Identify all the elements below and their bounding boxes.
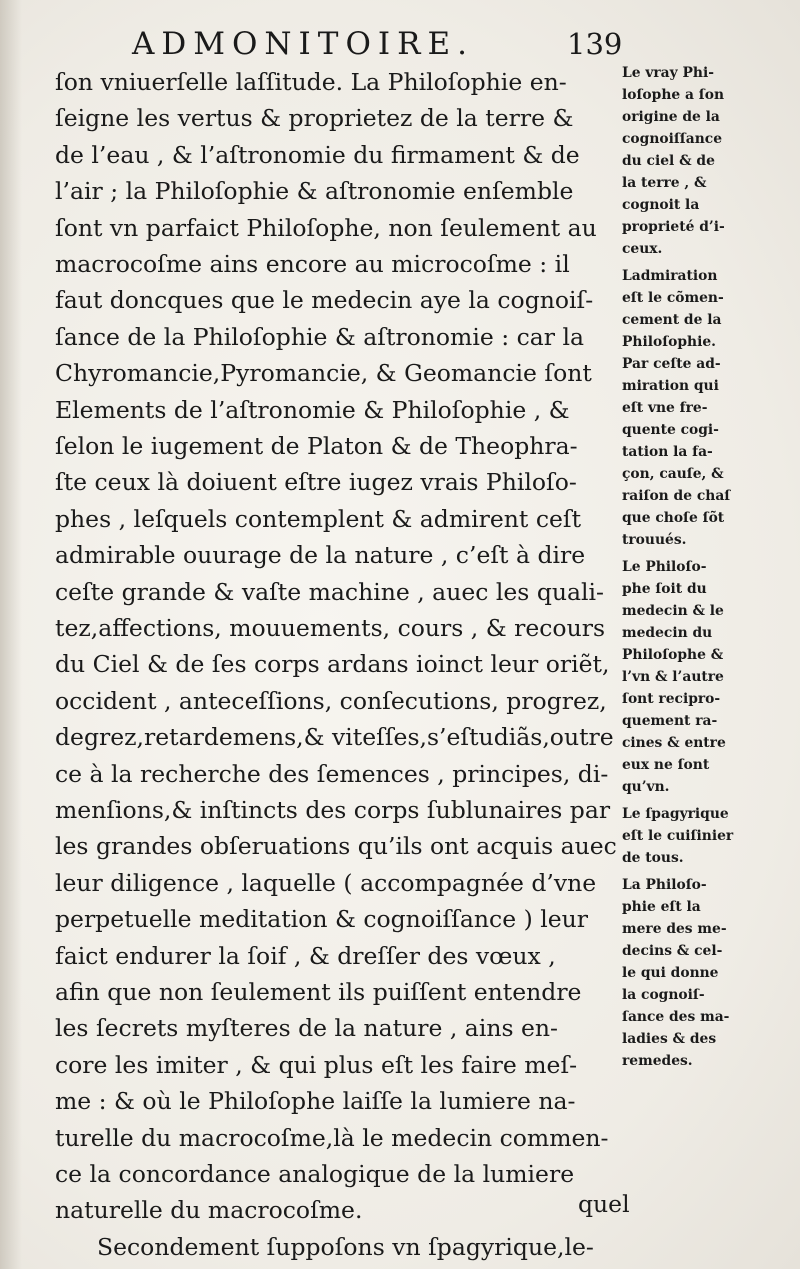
catchword: quel [578, 1190, 630, 1218]
margin-note-line: la terre , & [622, 175, 707, 191]
margin-note-line: ſance des ma- [622, 1009, 730, 1025]
text-line: ce à la recherche des ſemences , principes, di- [55, 759, 609, 788]
text-line: ſte ceux là doiuent eſtre iugez vrais Philoſo- [55, 468, 577, 497]
margin-note-line: Ladmiration [622, 268, 718, 284]
page-number: 139 [567, 27, 623, 61]
margin-note-line: qu’vn. [622, 779, 670, 795]
margin-note-line: medecin & le [622, 603, 724, 619]
margin-note-line: çon, cauſe, & [622, 466, 724, 482]
text-line: core les imiter , & qui plus eſt les faire meſ- [55, 1050, 578, 1079]
margin-note-line: Le vray Phi- [622, 65, 714, 81]
text-line: Elements de l’aſtronomie & Philoſophie , & [55, 395, 570, 424]
margin-note-line: le qui donne [622, 965, 719, 981]
margin-note-line: Philoſophe & [622, 647, 724, 663]
margin-note-line: mere des me- [622, 921, 727, 937]
text-line: de l’eau , & l’aſtronomie du firmament & de [55, 140, 580, 169]
text-line: macrocoſme ains encore au microcoſme : il [55, 250, 570, 278]
margin-note-line: ladies & des [622, 1031, 717, 1047]
text-line: du Ciel & de ſes corps ardans ioinct leur oriẽt, [55, 650, 610, 679]
margin-note-line: phe ſoit du [622, 581, 707, 597]
text-line: occident , anteceſſions, conſecutions, progrez, [55, 686, 607, 715]
margin-note-line: ceux. [622, 241, 663, 257]
margin-note-line: quement ra- [622, 713, 718, 729]
text-line: perpetuelle meditation & cognoiſſance ) leur [55, 905, 588, 934]
margin-note-line: Philoſophie. [622, 334, 716, 350]
text-line: l’air ; la Philoſophie & aſtronomie enſemble [55, 177, 574, 206]
text-line-paragraph-start: Secondement ſuppoſons vn ſpagyrique,le- [97, 1232, 594, 1261]
text-line: menſions,& inſtincts des corps ſublunaires par [55, 796, 611, 824]
margin-note-line: remedes. [622, 1053, 693, 1069]
text-line: ceſte grande & vaſte machine , auec les quali- [55, 577, 604, 606]
text-line: degrez,retardemens,& viteſſes,s’eſtudiãs,outre [55, 723, 614, 752]
margin-note-line: La Philoſo- [622, 877, 707, 893]
margin-note-line: ſont recipro- [622, 691, 721, 707]
text-line: ſance de la Philoſophie & aſtronomie : car la [55, 322, 585, 351]
margin-note-line: cognoit la [622, 197, 700, 213]
margin-note-line: origine de la [622, 109, 720, 125]
text-line: turelle du macrocoſme,là le medecin commen- [55, 1123, 609, 1152]
margin-note-line: l’vn & l’autre [622, 669, 724, 685]
text-line: ſont vn parfaict Philoſophe, non ſeulement au [55, 213, 597, 242]
margin-note-line: raiſon de chaſ [622, 488, 731, 504]
text-line: ce la concordance analogique de la lumiere [55, 1160, 575, 1188]
text-line: faut doncques que le medecin aye la cognoiſ- [55, 286, 594, 315]
running-title: ADMONITOIRE. [132, 26, 474, 62]
margin-note-line: trouués. [622, 532, 687, 548]
margin-note-line: loſophe a ſon [622, 87, 725, 103]
text-line: Chyromancie,Pyromancie, & Geomancie ſont [55, 359, 592, 388]
text-line: les ſecrets myſteres de la nature , ains en- [55, 1014, 558, 1043]
margin-note-line: eſt le cuiſinier [622, 828, 734, 844]
margin-note-line: cement de la [622, 312, 722, 328]
margin-note-line: Le Philoſo- [622, 559, 707, 575]
text-line: leur diligence , laquelle ( accompagnée d’vne [55, 868, 597, 897]
margin-note-line: medecin du [622, 625, 713, 641]
text-line: phes , leſquels contemplent & admirent ceſt [55, 504, 582, 533]
margin-note-line: phie eſt la [622, 899, 701, 915]
text-line: admirable ouurage de la nature , c’eſt à dire [55, 541, 586, 570]
margin-note-line: cines & entre [622, 735, 726, 751]
margin-note-line: que choſe ſõt [622, 510, 725, 526]
margin-note-line: eſt le cõmen- [622, 290, 724, 306]
margin-note-line: Par ceſte ad- [622, 356, 721, 372]
page-gutter-shadow [0, 0, 22, 1269]
margin-note-line: cognoiſſance [622, 131, 723, 147]
text-line: afin que non ſeulement ils puiſſent entendre [55, 978, 582, 1006]
margin-note-line: Le ſpagyrique [622, 806, 729, 822]
margin-note-line: la cognoiſ- [622, 987, 705, 1003]
text-line: me : & où le Philoſophe laiſſe la lumiere na- [55, 1087, 576, 1116]
margin-note-line: de tous. [622, 850, 684, 866]
margin-note-line: quente cogi- [622, 422, 719, 438]
text-line: ſon vniuerſelle laſſitude. La Philoſophie en- [55, 68, 567, 96]
text-line: les grandes obſeruations qu’ils ont acquis auec [55, 832, 617, 861]
margin-note-line: eux ne ſont [622, 757, 710, 773]
margin-note-line: du ciel & de [622, 153, 715, 169]
text-line: ſeigne les vertus & proprietez de la terre & [55, 104, 574, 133]
margin-note-line: tation la fa- [622, 444, 713, 460]
text-line: tez,affections, mouuements, cours , & recours [55, 614, 606, 642]
running-header [132, 22, 632, 66]
margin-note-line: eſt vne fre- [622, 400, 708, 416]
margin-note-line: decins & cel- [622, 943, 723, 959]
text-line: naturelle du macrocoſme. [55, 1196, 363, 1225]
text-line: faict endurer la ſoif , & dreſſer des vœux , [55, 941, 556, 970]
margin-note-line: proprieté d’i- [622, 219, 725, 235]
text-line: ſelon le iugement de Platon & de Theophra- [55, 432, 578, 460]
margin-note-line: miration qui [622, 378, 719, 394]
